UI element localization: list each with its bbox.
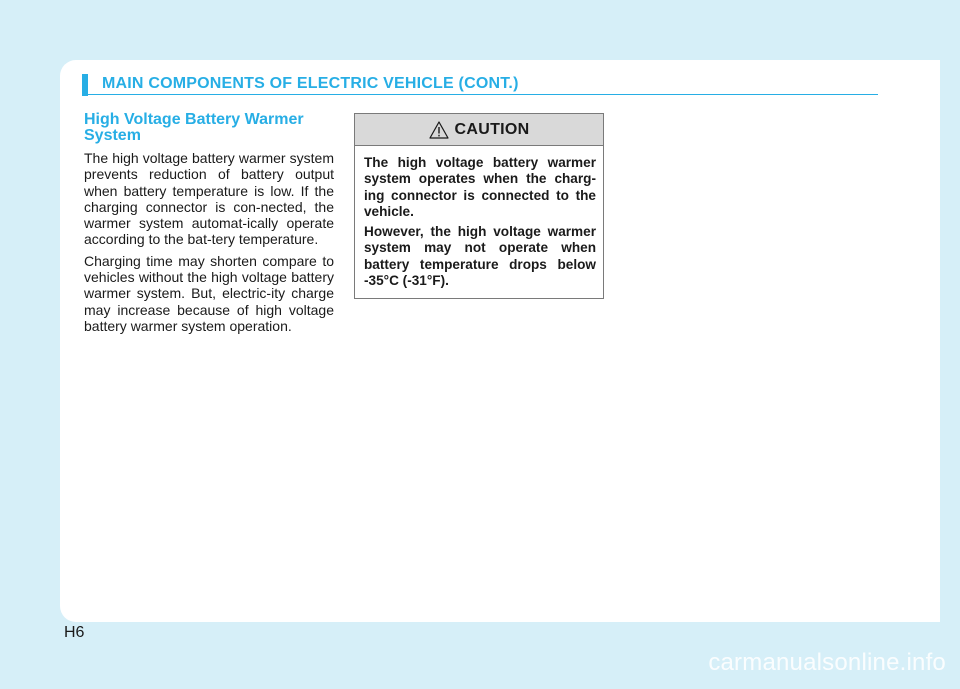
- section-title: MAIN COMPONENTS OF ELECTRIC VEHICLE (CONT.): [102, 75, 519, 92]
- caution-body: [355, 146, 603, 289]
- section-header: [82, 74, 878, 96]
- caution-title: CAUTION: [454, 120, 530, 138]
- caution-paragraph-2: However, the high voltage warmer system may not operate when battery temperature drops below -35°C (-31°F).: [364, 224, 596, 289]
- caution-box: [354, 113, 604, 299]
- warning-triangle-icon: [429, 121, 449, 139]
- subheading: High Voltage Battery Warmer System: [84, 111, 304, 144]
- page-number: H6: [64, 624, 85, 641]
- body-paragraph-1: The high voltage battery warmer system prevents reduction of battery output when battery temperature is low. If the charging connector is con-nected, the warmer system automat-ically operate according to the bat-tery temperature.: [84, 150, 334, 248]
- watermark: carmanualsonline.info: [708, 649, 946, 676]
- caution-header: [355, 114, 603, 146]
- header-rule: [88, 94, 878, 95]
- header-accent-bar: [82, 74, 88, 96]
- left-column: [84, 112, 334, 339]
- caution-paragraph-1: The high voltage battery warmer system operates when the charg-ing connector is connected to the vehicle.: [364, 155, 596, 219]
- body-paragraph-2: Charging time may shorten compare to vehicles without the high voltage battery warmer system. But, electric-ity charge may increase because of high voltage battery warmer system operation.: [84, 252, 334, 334]
